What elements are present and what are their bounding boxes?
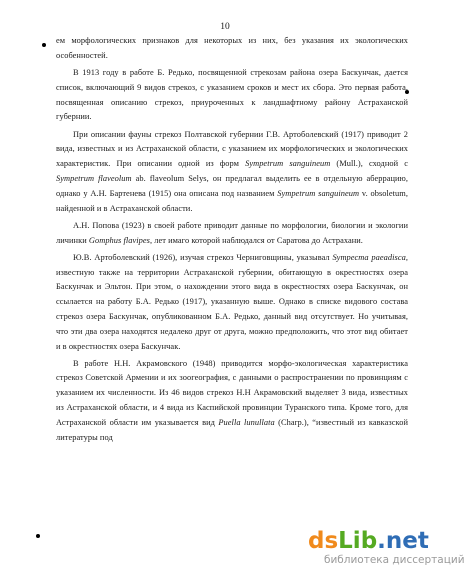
text-run: В 1913 году в работе Б. Редько, посвященной стрекозам района озера Баскунчак, дается список, включающий 9 видов стрекоз, с указанием сроков и мест их сбора. Это первая работа, посвященная описанию стрекоз, приуроченных к ландшафтному району Астраханской губернии.: [56, 67, 408, 122]
paragraph: [56, 357, 408, 446]
watermark: [306, 526, 465, 570]
paragraph: [56, 128, 408, 217]
text-run: ем морфологических признаков для некоторых из них, без указания их экологических особенностей.: [56, 36, 408, 60]
paragraph: [56, 251, 408, 355]
body-text: [56, 34, 408, 448]
dslib-logo: [306, 526, 446, 552]
text-run: Ю.В. Артоболевский (1926), изучая стрекоз Черниговщины, указывал: [73, 252, 333, 262]
watermark-subtitle: библиотека диссертаций: [324, 554, 465, 566]
species-name: Sympetrum flaveolum: [56, 173, 132, 183]
species-name: Gomphus flavipes: [88, 235, 150, 245]
page-number: 10: [220, 22, 230, 32]
text-run: При описании фауны стрекоз Полтавской губернии Г.В. Артоболевский (1917) приводит 2 вида, известных и из Астраханской области, с указанием их морфологических и экологических характеристик. При описании одной из форм: [56, 129, 408, 169]
paragraph: [56, 219, 408, 249]
species-name: Puella lunullata: [218, 417, 275, 427]
species-name: Sympecma paeadisca: [332, 252, 406, 262]
text-run: А.Н. Попова (1923) в своей работе приводит данные по морфологии, биологии и экологии личинки: [56, 220, 408, 245]
text-run: , известную также на территории Астраханской губернии, обитающую в окрестностях озера Баскунчак и Эльтон. При этом, о нахождении этого вида в окрестностях озера Баскунчак, он ссылается на работу Б.А. Редько (1917), указанную выше. Однако в списке видового состава стрекоз озера Баскунчак, опубликованном Б.А. Редько, данный вид отсутствует. Но учитывая, что эти два озера находятся недалеко друг от друга, можно предположить, что этот вид обитает и в окрестностях озера Баскунчак.: [56, 252, 408, 351]
species-name: Sympetrum sanguineum: [245, 159, 331, 169]
bullet-marker: [36, 534, 40, 538]
text-run: , лет имаго которой наблюдался от Саратова до Астрахани.: [149, 235, 363, 245]
species-name: Sympetrum sanguineum: [277, 188, 360, 198]
logo-text: dsLib.net: [308, 528, 429, 554]
text-run: ab. flaveolum Selys, он предлагал выделить ее в отдельную аберрацию, однако у А.Н. Бартенева (1915) она описана под названием: [56, 173, 409, 198]
paragraph: [56, 66, 408, 125]
bullet-marker: [42, 43, 46, 47]
paragraph: [56, 34, 408, 64]
text-run: v. obsoletum, найденной и в Астраханской области.: [56, 188, 408, 213]
text-run: (Mull.), сходной с: [330, 159, 408, 169]
text-run: (Charp.), “известный из кавказской литературы под: [56, 417, 408, 442]
text-run: В работе Н.Н. Акрамовского (1948) приводится морфо-экологическая характеристика стрекоз Советской Армении и их зоогеография, с данными о распространении по провинциям с указанием их численности. Из 46 видов стрекоз Н.Н Акрамовский выделяет 3 вида, известных из Астраханской области, и 4 вида из Каспийской провинции Туранского типа. Кроме того, для Астраханской области им указывается вид: [56, 358, 408, 427]
